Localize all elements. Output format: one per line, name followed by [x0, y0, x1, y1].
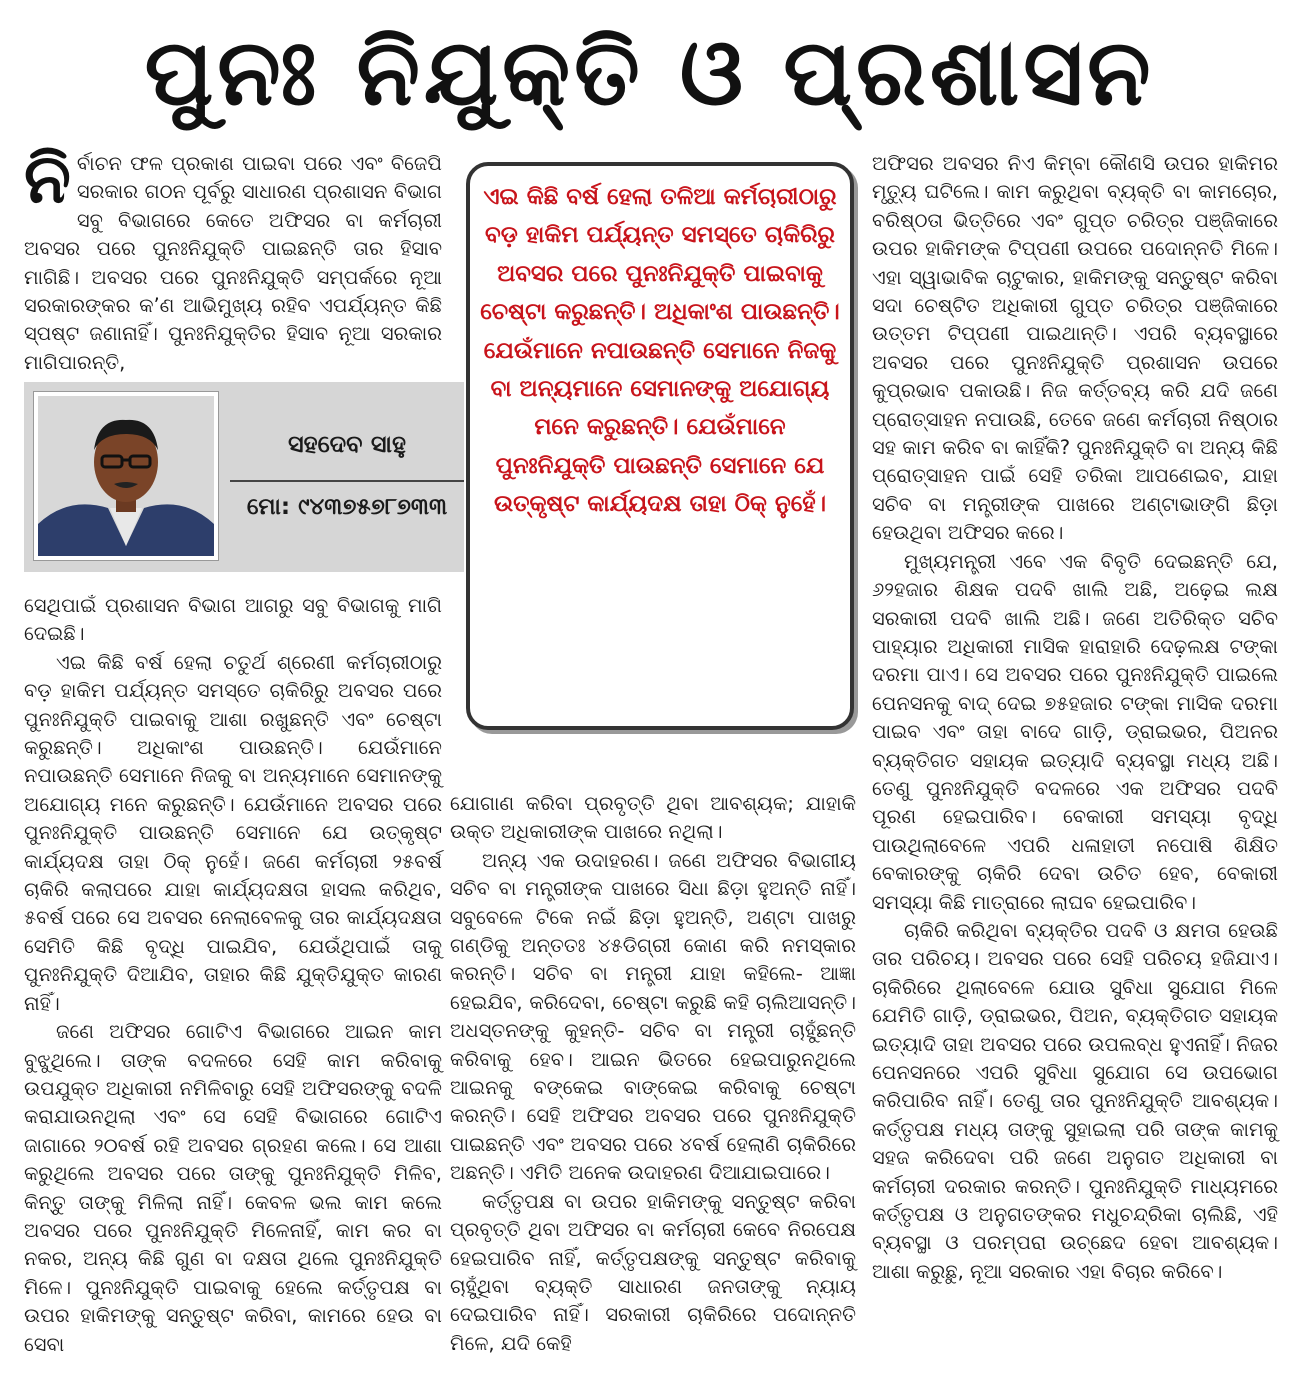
- article-paragraph: ଅନ୍ୟ ଏକ ଉଦାହରଣ। ଜଣେ ଅଫିସର ବିଭାଗୀୟ ସଚିବ ବା ମନ୍ତ୍ରୀଙ୍କ ପାଖରେ ସିଧା ଛିଡ଼ା ହୁଅନ୍ତି ନାହିଁ। ସବୁବେଳେ ଟିକେ ନଇଁ ଛିଡ଼ା ହୁଅନ୍ତି, ଅଣ୍ଟା ପାଖରୁ ଗଣ୍ଡିକୁ ଅନ୍ତତଃ ୪୫ଡିଗ୍ରୀ କୋଣ କରି ନମସ୍କାର କରନ୍ତି। ସଚିବ ବା ମନ୍ତ୍ରୀ ଯାହା କହିଲେ- ଆଜ୍ଞା ହେଇଯିବ, କରିଦେବା, ଚେଷ୍ଟା କରୁଛି କହି ଚାଲିଆସନ୍ତି। ଅଧସ୍ତନଙ୍କୁ କୁହନ୍ତି- ସଚିବ ବା ମନ୍ତ୍ରୀ ଚାହୁଁଛନ୍ତି କରିବାକୁ ହେବ। ଆଇନ ଭିତରେ ହେଇପାରୁନଥିଲେ ଆଇନକୁ ବଙ୍କେଇ ବାଙ୍କେଇ କରିବାକୁ ଚେଷ୍ଟା କରନ୍ତି। ସେହି ଅଫିସର ଅବସର ପରେ ପୁନଃନିଯୁକ୍ତି ପାଇଛନ୍ତି ଏବଂ ଅବସର ପରେ ୪ବର୍ଷ ହେଲାଣି ଚାକିରିରେ ଅଛନ୍ତି। ଏମିତି ଅନେକ ଉଦାହରଣ ଦିଆଯାଇପାରେ।: [450, 848, 856, 1185]
- article-paragraph: ଅଫିସର ଅବସର ନିଏ କିମ୍ବା କୌଣସି ଉପର ହାକିମର ମୃତ୍ୟୁ ଘଟିଲେ। କାମ କରୁଥିବା ବ୍ୟକ୍ତି ବା କାମଚୋର, ବରିଷ୍ଠତା ଭିତ୍ତିରେ ଏବଂ ଗୁପ୍ତ ଚରିତ୍ର ପଞ୍ଜିକାରେ ଉପର ହାକିମଙ୍କ ଟିପ୍ପଣୀ ଉପରେ ପଦୋନ୍ନତି ମିଳେ। ଏହା ସ୍ୱାଭାବିକ ଚାଟୁକାର, ହାକିମଙ୍କୁ ସନ୍ତୁଷ୍ଟ କରିବା ସଦା ଚେଷ୍ଟିତ ଅଧିକାରୀ ଗୁପ୍ତ ଚରିତ୍ର ପଞ୍ଜିକାରେ ଉତ୍ତମ ଟିପ୍ପଣୀ ପାଇଥାନ୍ତି। ଏପରି ବ୍ୟବସ୍ଥାରେ ଅବସର ପରେ ପୁନଃନିଯୁକ୍ତି ପ୍ରଶାସନ ଉପରେ କୁପ୍ରଭାବ ପକାଉଛି। ନିଜ କର୍ତ୍ତବ୍ୟ କରି ଯଦି ଜଣେ ପ୍ରୋତ୍ସାହନ ନପାଉଛି, ତେବେ ଜଣେ କର୍ମଚାରୀ ନିଷ୍ଠାର ସହ କାମ କରିବ ବା କାହିଁକି? ପୁନଃନିଯୁକ୍ତି ବା ଅନ୍ୟ କିଛି ପ୍ରୋତ୍ସାହନ ପାଇଁ ସେହି ତରିକା ଆପଣେଇବ, ଯାହା ସଚିବ ବା ମନ୍ତ୍ରୀଙ୍କ ପାଖରେ ଅଣ୍ଟାଭାଙ୍ଗି ଛିଡ଼ା ହେଉଥିବା ଅଫିସର କରେ।: [872, 152, 1278, 545]
- article-col1-top: [24, 140, 442, 377]
- headline: ପୁନଃ ନିଯୁକ୍ତି ଓ ପ୍ରଶାସନ: [144, 19, 1155, 126]
- author-phone: ମୋ: ୯୪୩୭୫୭୮୭୩୩: [246, 494, 448, 520]
- article-paragraph: ଚାକିରି କରିଥିବା ବ୍ୟକ୍ତିର ପଦବି ଓ କ୍ଷମତା ହେଉଛି ତାର ପରିଚୟ। ଅବସର ପରେ ସେହି ପରିଚୟ ହଜିଯାଏ। ଚାକିରିରେ ଥିଲାବେଳେ ଯୋଉ ସୁବିଧା ସୁଯୋଗ ମିଳେ ଯେମିତି ଗାଡ଼ି, ଡ୍ରାଇଭର, ପିଅନ, ବ୍ୟକ୍ତିଗତ ସହାୟକ ଇତ୍ୟାଦି ତାହା ଅବସର ପରେ ଉପଲବ୍ଧ ହୁଏନାହିଁ। ନିଜର ପେନସନରେ ଏପରି ସୁବିଧା ସୁଯୋଗ ସେ ଉପଭୋଗ କରିପାରିବ ନାହିଁ। ତେଣୁ ତାର ପୁନଃନିଯୁକ୍ତି ଆବଶ୍ୟକ। କର୍ତ୍ତୃପକ୍ଷ ମଧ୍ୟ ତାଙ୍କୁ ସୁହାଇଲା ପରି ତାଙ୍କ କାମକୁ ସହଜ କରିଦେବା ପରି ଜଣେ ଅନୁଗତ ଅଧିକାରୀ ବା କର୍ମଚାରୀ ଦରକାର କରନ୍ତି। ପୁନଃନିଯୁକ୍ତି ମାଧ୍ୟମରେ କର୍ତ୍ତୃପକ୍ଷ ଓ ଅନୁଗତଙ୍କର ମଧୁଚନ୍ଦ୍ରିକା ଚାଲିଛି, ଏହି ବ୍ୟବସ୍ଥା ଓ ପରମ୍ପରା ଉଚ୍ଛେଦ ହେବା ଆବଶ୍ୟକ। ଆଶା କରୁଛୁ, ନୂଆ ସରକାର ଏହା ବିଚାର କରିବେ।: [872, 918, 1278, 1283]
- article-paragraph: ଏଇ କିଛି ବର୍ଷ ହେଲା ଚତୁର୍ଥ ଶ୍ରେଣୀ କର୍ମଚାରୀଠାରୁ ବଡ଼ ହାକିମ ପର୍ଯ୍ୟନ୍ତ ସମସ୍ତେ ଚାକିରିରୁ ଅବସର ପରେ ପୁନଃନିଯୁକ୍ତି ପାଇବାକୁ ଆଶା ରଖୁଛନ୍ତି ଏବଂ ଚେଷ୍ଟା କରୁଛନ୍ତି। ଅଧିକାଂଶ ପାଉଛନ୍ତି। ଯେଉଁମାନେ ନପାଉଛନ୍ତି ସେମାନେ ନିଜକୁ ବା ଅନ୍ୟମାନେ ସେମାନଙ୍କୁ ଅଯୋଗ୍ୟ ମନେ କରୁଛନ୍ତି। ଯେଉଁମାନେ ଅବସର ପରେ ପୁନଃନିଯୁକ୍ତି ପାଉଛନ୍ତି ସେମାନେ ଯେ ଉତ୍କୃଷ୍ଟ କାର୍ଯ୍ୟଦକ୍ଷ ତାହା ଠିକ୍ ନୁହେଁ। ଜଣେ କର୍ମଚାରୀ ୨୫ବର୍ଷ ଚାକିରି କଲାପରେ ଯାହା କାର୍ଯ୍ୟଦକ୍ଷତା ହାସଲ କରିଥିବ, ୫ବର୍ଷ ପରେ ସେ ଅବସର ନେଲାବେଳକୁ ତାର କାର୍ଯ୍ୟଦକ୍ଷତା ସେମିତି କିଛି ବୃଦ୍ଧି ପାଇଯିବ, ଯେଉଁଥିପାଇଁ ତାକୁ ପୁନଃନିଯୁକ୍ତି ଦିଆଯିବ, ତାହାର କିଛି ଯୁକ୍ତିଯୁକ୍ତ କାରଣ ନାହିଁ।: [24, 650, 442, 1015]
- article-paragraph: ମୁଖ୍ୟମନ୍ତ୍ରୀ ଏବେ ଏକ ବିବୃତି ଦେଇଛନ୍ତି ଯେ, ୬୨ହଜାର ଶିକ୍ଷକ ପଦବି ଖାଲି ଅଛି, ଅଢ଼େଇ ଲକ୍ଷ ସରକାରୀ ପଦବି ଖାଲି ଅଛି। ଜଣେ ଅତିରିକ୍ତ ସଚିବ ପାହ୍ୟାର ଅଧିକାରୀ ମାସିକ ହାରାହାରି ଦେଢ଼ଲକ୍ଷ ଟଙ୍କା ଦରମା ପାଏ। ସେ ଅବସର ପରେ ପୁନଃନିଯୁକ୍ତି ପାଇଲେ ପେନସନକୁ ବାଦ୍ ଦେଇ ୭୫ହଜାର ଟଙ୍କା ମାସିକ ଦରମା ପାଇବ ଏବଂ ତାହା ବାଦେ ଗାଡ଼ି, ଡ୍ରାଇଭର, ପିଅନର ବ୍ୟକ୍ତିଗତ ସହାୟକ ଇତ୍ୟାଦି ବ୍ୟବସ୍ଥା ମଧ୍ୟ ଅଛି। ତେଣୁ ପୁନଃନିଯୁକ୍ତି ବଦଳରେ ଏକ ଅଫିସର ପଦବି ପୂରଣ ହେଇପାରିବ। ବେକାରୀ ସମସ୍ୟା ବୃଦ୍ଧି ପାଉଥିଲାବେଳେ ଏପରି ଧଳାହାତୀ ନପୋଷି ଶିକ୍ଷିତ ବେକାରଙ୍କୁ ଚାକିରି ଦେବା ଉଚିତ ହେବ, ବେକାରୀ ସମସ୍ୟା କିଛି ମାତ୍ରାରେ ଲାଘବ ହେଇପାରିବ।: [872, 549, 1278, 914]
- byline-divider: [230, 480, 464, 482]
- author-name: ସହଦେବ ସାହୁ: [287, 430, 406, 458]
- article-col3: [872, 150, 1278, 1286]
- dropcap: ନି: [24, 140, 71, 219]
- article-paragraph: ଜଣେ ଅଫିସର ଗୋଟିଏ ବିଭାଗରେ ଆଇନ କାମ ବୁଝୁଥିଲେ। ତାଙ୍କ ବଦଳରେ ସେହି କାମ କରିବାକୁ ଉପଯୁକ୍ତ ଅଧିକାରୀ ନମିଳିବାରୁ ସେହି ଅଫିସରଙ୍କୁ ବଦଳି କରାଯାଉନଥିଲା ଏବଂ ସେ ସେହି ବିଭାଗରେ ଗୋଟିଏ ଜାଗାରେ ୨୦ବର୍ଷ ରହି ଅବସର ଗ୍ରହଣ କଲେ। ସେ ଆଶା କରୁଥିଲେ ଅବସର ପରେ ତାଙ୍କୁ ପୁନଃନିଯୁକ୍ତି ମିଳିବ, କିନ୍ତୁ ତାଙ୍କୁ ମିଳିଲା ନାହିଁ। କେବଳ ଭଲ କାମ କଲେ ଅବସର ପରେ ପୁନଃନିଯୁକ୍ତି ମିଳେନାହିଁ, କାମ କର ବା ନକର, ଅନ୍ୟ କିଛି ଗୁଣ ବା ଦକ୍ଷତା ଥିଲେ ପୁନଃନିଯୁକ୍ତି ମିଳେ। ପୁନଃନିଯୁକ୍ତି ପାଇବାକୁ ହେଲେ କର୍ତ୍ତୃପକ୍ଷ ବା ଉପର ହାକିମଙ୍କୁ ସନ୍ତୁଷ୍ଟ କରିବା, କାମରେ ହେଉ ବା ସେବା: [24, 1020, 442, 1356]
- article-col2: [450, 790, 856, 1358]
- author-portrait-icon: [38, 396, 214, 556]
- author-photo: [34, 392, 218, 560]
- article-paragraph: ର୍ବାଚନ ଫଳ ପ୍ରକାଶ ପାଇବା ପରେ ଏବଂ ବିଜେପି ସରକାର ଗଠନ ପୂର୍ବରୁ ସାଧାରଣ ପ୍ରଶାସନ ବିଭାଗ ସବୁ ବିଭାଗରେ କେତେ ଅଫିସର ବା କର୍ମଚାରୀ ଅବସର ପରେ ପୁନଃନିଯୁକ୍ତି ପାଇଛନ୍ତି ତାର ହିସାବ ମାଗିଛି। ଅବସର ପରେ ପୁନଃନିଯୁକ୍ତି ସମ୍ପର୍କରେ ନୂଆ ସରକାରଙ୍କର କ’ଣ ଆଭିମୁଖ୍ୟ ରହିବ ଏପର୍ଯ୍ୟନ୍ତ କିଛି ସ୍ପଷ୍ଟ ଜଣାନାହିଁ। ପୁନଃନିଯୁକ୍ତିର ହିସାବ ନୂଆ ସରକାର ମାଗିପାରନ୍ତି,: [24, 152, 442, 374]
- article-paragraph: ଯୋଗାଣ କରିବା ପ୍ରବୃତ୍ତି ଥିବା ଆବଶ୍ୟକ; ଯାହାକି ଉକ୍ତ ଅଧିକାରୀଙ୍କ ପାଖରେ ନଥିଲା।: [450, 792, 856, 844]
- pull-quote-text: ଏଇ କିଛି ବର୍ଷ ହେଲା ତଳିଆ କର୍ମଚାରୀଠାରୁ ବଡ଼ ହାକିମ ପର୍ଯ୍ୟନ୍ତ ସମସ୍ତେ ଚାକିରିରୁ ଅବସର ପରେ ପୁନଃନିଯୁକ୍ତି ପାଇବାକୁ ଚେଷ୍ଟା କରୁଛନ୍ତି। ଅଧିକାଂଶ ପାଉଛନ୍ତି। ଯେଉଁମାନେ ନପାଉଛନ୍ତି ସେମାନେ ନିଜକୁ ବା ଅନ୍ୟମାନେ ସେମାନଙ୍କୁ ଅଯୋଗ୍ୟ ମନେ କରୁଛନ୍ତି। ଯେଉଁମାନେ ପୁନଃନିଯୁକ୍ତି ପାଉଛନ୍ତି ସେମାନେ ଯେ ଉତ୍କୃଷ୍ଟ କାର୍ଯ୍ୟଦକ୍ଷ ତାହା ଠିକ୍ ନୁହେଁ।: [480, 184, 840, 518]
- article-paragraph: ସେଥିପାଇଁ ପ୍ରଶାସନ ବିଭାଗ ଆଗରୁ ସବୁ ବିଭାଗକୁ ମାଗି ଦେଇଛି।: [24, 594, 442, 646]
- byline-box: [24, 382, 464, 572]
- article-col1-bottom: [24, 592, 442, 1359]
- pull-quote: [476, 178, 844, 524]
- article-paragraph: କର୍ତ୍ତୃପକ୍ଷ ବା ଉପର ହାକିମଙ୍କୁ ସନ୍ତୁଷ୍ଟ କରିବା ପ୍ରବୃତ୍ତି ଥିବା ଅଫିସର ବା କର୍ମଚାରୀ କେବେ ନିରପେକ୍ଷ ହେଇପାରିବ ନାହିଁ, କର୍ତ୍ତୃପକ୍ଷଙ୍କୁ ସନ୍ତୁଷ୍ଟ କରିବାକୁ ଚାହୁଁଥିବା ବ୍ୟକ୍ତି ସାଧାରଣ ଜନତାଙ୍କୁ ନ୍ୟାୟ ଦେଇପାରିବ ନାହିଁ। ସରକାରୀ ଚାକିରିରେ ପଦୋନ୍ନତି ମିଳେ, ଯଦି କେହି: [450, 1189, 856, 1355]
